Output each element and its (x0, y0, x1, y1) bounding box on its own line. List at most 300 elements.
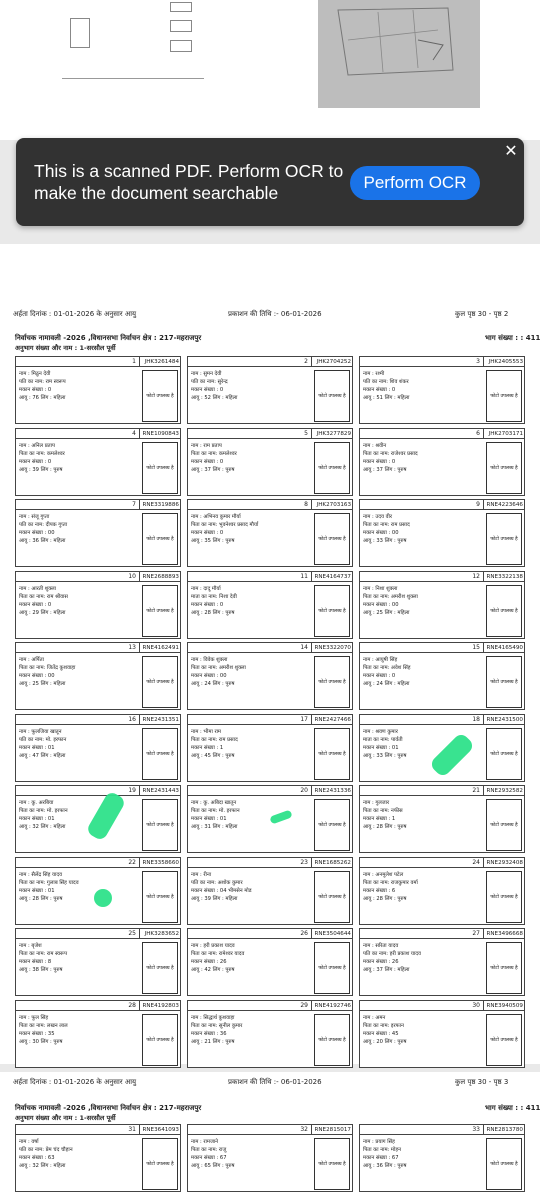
voter-detail-line: माता का नाम: निशा देवी (191, 593, 237, 600)
voter-detail-line: आयु : 28 लिंग : पुरुष (19, 895, 63, 902)
photo-box: फोटो उपलब्ध है (142, 370, 178, 422)
voter-details (191, 871, 311, 903)
voter-detail-line: आयु : 24 लिंग : महिला (363, 681, 410, 687)
voter-card (187, 499, 353, 567)
voter-detail-line: मकान संख्या : 6 (363, 887, 396, 894)
voter-detail-line: पिता का नाम: राम स्वरूप (19, 951, 68, 957)
serial-number: 7 (16, 500, 140, 510)
photo-box: फोटो उपलब्ध है (314, 871, 350, 923)
voter-detail-line: मकान संख्या : 1 (363, 816, 396, 822)
voter-details (19, 656, 139, 688)
voter-details (363, 1014, 483, 1046)
voter-detail-line: आयु : 28 लिंग : पुरुष (363, 895, 407, 902)
voter-detail-line: आयु : 42 लिंग : पुरुष (191, 967, 235, 973)
voter-card (15, 428, 181, 496)
voter-detail-line: मकान संख्या : 63 (19, 1155, 55, 1161)
voter-detail-line: पिता का नाम: अवेश सिंह (363, 665, 411, 671)
epic-number: RNE2431443 (140, 786, 181, 796)
voter-card (15, 356, 181, 424)
serial-number: 16 (16, 715, 140, 725)
voter-detail-line: नाम : आयुषी सिंह (363, 657, 398, 663)
voter-card (359, 571, 525, 639)
voter-card (15, 928, 181, 996)
voter-detail-line: आयु : 35 लिंग : पुरुष (191, 538, 235, 544)
photo-box: फोटो उपलब्ध है (486, 942, 522, 994)
voter-card (187, 1000, 353, 1068)
voter-detail-line: आयु : 32 लिंग : महिला (19, 1163, 66, 1169)
epic-number: RNE2431500 (484, 715, 525, 725)
voter-detail-line: पति का नाम: मो. इरफान (19, 736, 67, 743)
voter-detail-line: नाम : फूलजिया खातून (19, 728, 62, 735)
voter-detail-line: मकान संख्या : 45 (363, 1030, 399, 1037)
photo-box: फोटो उपलब्ध है (314, 585, 350, 637)
serial-number: 2 (188, 357, 312, 367)
photo-box: फोटो उपलब्ध है (486, 370, 522, 422)
voter-detail-line: नाम : भीमा राम (191, 728, 222, 735)
voter-detail-line: नाम : गुलजार (363, 800, 390, 806)
voter-detail-line: नाम : सैलेंद्र सिंह यादव (19, 871, 63, 878)
voter-detail-line: पति का नाम: शिव शंकर (363, 379, 409, 385)
voter-details (19, 370, 139, 402)
epic-number: JHK2405553 (484, 357, 525, 367)
epic-number: RNE2427466 (312, 715, 353, 725)
voter-detail-line: मकान संख्या : 00 (191, 673, 227, 679)
voter-detail-line: मकान संख्या : 67 (191, 1155, 227, 1161)
voter-detail-line: नाम : संजू गुप्ता (19, 514, 50, 520)
voter-detail-line: पिता का नाम: कमलेश्वर (191, 450, 237, 457)
photo-box: फोटो उपलब्ध है (142, 1014, 178, 1066)
voter-detail-line: पिता का नाम: मोहन (363, 1147, 402, 1153)
voter-detail-line: नाम : विवेक शुक्ला (191, 657, 228, 663)
photo-box: फोटो उपलब्ध है (142, 942, 178, 994)
voter-detail-line: पिता का नाम: भुवनेश्वर प्रसाद मौर्या (191, 522, 259, 528)
photo-box: फोटो उपलब्ध है (314, 1014, 350, 1066)
epic-number: JHK2704252 (312, 357, 353, 367)
voter-detail-line: नाम : रश्मी (363, 371, 385, 377)
voter-card (359, 428, 525, 496)
voter-detail-line: मकान संख्या : 0 (363, 387, 396, 393)
voter-details (363, 871, 483, 903)
voter-details (191, 1014, 311, 1046)
serial-number: 33 (360, 1125, 484, 1135)
serial-number: 19 (16, 786, 140, 796)
voter-detail-line: नाम : अर्पिता (19, 657, 44, 663)
epic-number: RNE4192746 (312, 1001, 353, 1011)
voter-detail-line: आयु : 24 लिंग : पुरुष (191, 681, 235, 687)
part-number: भाग संख्या : : 411 (485, 334, 540, 342)
voter-detail-line: नाम : श्रवण कुमार (363, 728, 398, 735)
age-reference: अर्हता दिनांक : 01-01-2026 के अनुसार आयु (13, 310, 137, 318)
photo-box: फोटो उपलब्ध है (314, 799, 350, 851)
epic-number: JHK3277829 (312, 429, 353, 439)
voter-detail-line: मकान संख्या : 0 (191, 458, 224, 465)
voter-detail-line: आयु : 51 लिंग : महिला (363, 395, 410, 401)
serial-number: 12 (360, 572, 484, 582)
voter-card (187, 428, 353, 496)
epic-number: RNE2815017 (312, 1125, 353, 1135)
voter-detail-line: मकान संख्या : 01 (19, 887, 55, 894)
photo-box: फोटो उपलब्ध है (486, 442, 522, 494)
epic-number: RNE4223646 (484, 500, 525, 510)
voter-card (359, 785, 525, 853)
voter-detail-line: पिता का नाम: गुलाब सिंह यादव (19, 879, 79, 886)
voter-detail-line: पिता का नाम: इरफान (363, 1022, 404, 1029)
serial-number: 4 (16, 429, 140, 439)
voter-detail-line: आयु : 45 लिंग : पुरुष (191, 752, 235, 759)
serial-number: 29 (188, 1001, 312, 1011)
epic-number: RNE4164737 (312, 572, 353, 582)
serial-number: 23 (188, 858, 312, 868)
serial-number: 27 (360, 929, 484, 939)
voter-detail-line: पिता का नाम: अमरीश शुक्ला (363, 593, 418, 600)
voter-detail-line: नाम : रीना (191, 871, 212, 878)
voter-detail-line: नाम : सरिता यादव (363, 943, 399, 949)
voter-detail-line: मकान संख्या : 0 (363, 673, 396, 679)
voter-detail-line: नाम : आरती शुक्ला (19, 585, 56, 592)
publish-date: प्रकाशन की तिथि :- 06-01-2026 (228, 1078, 322, 1086)
voter-detail-line: मकान संख्या : 36 (191, 1030, 227, 1037)
epic-number: RNE1685262 (312, 858, 353, 868)
voter-detail-line: आयु : 21 लिंग : पुरुष (191, 1038, 235, 1045)
serial-number: 11 (188, 572, 312, 582)
voter-card (187, 1124, 353, 1192)
voter-card (187, 857, 353, 925)
roll-title (15, 334, 540, 343)
voter-detail-line: मकान संख्या : 01 (191, 816, 227, 822)
voter-details (191, 1138, 311, 1170)
voter-details (19, 585, 139, 617)
voter-detail-line: आयु : 47 लिंग : महिला (19, 752, 66, 759)
voter-detail-line: मकान संख्या : 0 (191, 601, 224, 608)
voter-detail-line: नाम : रामजाने (191, 1139, 219, 1145)
age-reference: अर्हता दिनांक : 01-01-2026 के अनुसार आयु (13, 1078, 137, 1086)
serial-number: 1 (16, 357, 140, 367)
serial-number: 5 (188, 429, 312, 439)
photo-box: फोटो उपलब्ध है (142, 871, 178, 923)
voter-card (359, 642, 525, 710)
voter-card (359, 857, 525, 925)
serial-number: 9 (360, 500, 484, 510)
voter-card (187, 642, 353, 710)
epic-number: JHK2703163 (312, 500, 353, 510)
epic-number: RNE3504644 (312, 929, 353, 939)
photo-box: फोटो उपलब्ध है (314, 656, 350, 708)
serial-number: 22 (16, 858, 140, 868)
voter-detail-line: पिता का नाम: राजकुमार वर्मा (363, 879, 418, 886)
photo-box: फोटो उपलब्ध है (142, 799, 178, 851)
voter-detail-line: नाम : प्रयाग सिंह (363, 1139, 395, 1145)
epic-number: RNE3940509 (484, 1001, 525, 1011)
photo-box: फोटो उपलब्ध है (142, 1138, 178, 1190)
serial-number: 15 (360, 643, 484, 653)
voter-detail-line: पिता का नाम: राम प्रसाद (191, 736, 238, 743)
epic-number: RNE2688893 (140, 572, 181, 582)
serial-number: 32 (188, 1125, 312, 1135)
voter-detail-line: नाम : हरी प्रकाश यादव (191, 943, 235, 949)
voter-details (191, 799, 311, 831)
voter-detail-line: आयु : 37 लिंग : पुरुष (363, 466, 407, 473)
epic-number: RNE3319886 (140, 500, 181, 510)
epic-number: JHK3261484 (140, 357, 181, 367)
voter-detail-line: मकान संख्या : 0 (363, 458, 396, 465)
ocr-banner (16, 138, 524, 226)
previous-page-bottom (0, 0, 540, 140)
voter-detail-line: आयु : 38 लिंग : पुरुष (19, 967, 63, 973)
epic-number: RNE4165490 (484, 643, 525, 653)
epic-number: RNE1090843 (140, 429, 181, 439)
photo-box: फोटो उपलब्ध है (142, 728, 178, 780)
voter-card (187, 571, 353, 639)
voter-detail-line: नाम : अभिनव कुमार मौर्या (191, 514, 241, 520)
page-running-header (0, 310, 540, 324)
voter-details (191, 370, 311, 402)
voter-detail-line: आयु : 33 लिंग : पुरुष (363, 538, 407, 544)
voter-detail-line: मकान संख्या : 1 (191, 744, 224, 751)
voter-card (15, 1000, 181, 1068)
photo-box: फोटो उपलब्ध है (486, 871, 522, 923)
photo-box: फोटो उपलब्ध है (314, 728, 350, 780)
voter-detail-line: मकान संख्या : 26 (363, 959, 399, 965)
photo-box: फोटो उपलब्ध है (486, 1014, 522, 1066)
voter-card (187, 928, 353, 996)
voter-detail-line: नाम : वर्षा (19, 1139, 39, 1145)
voter-detail-line: आयु : 31 लिंग : महिला (191, 824, 238, 830)
voter-detail-line: पिता का नाम: जितेंद्र कुशवाहा (19, 665, 76, 671)
voter-detail-line: मकान संख्या : 01 (19, 816, 55, 822)
voter-detail-line: आयु : 20 लिंग : पुरुष (363, 1038, 407, 1045)
voter-details (19, 442, 139, 474)
voter-card (359, 928, 525, 996)
voter-details (191, 442, 311, 474)
voter-detail-line: आयु : 32 लिंग : महिला (19, 824, 66, 830)
page-running-header (0, 1078, 540, 1092)
voter-detail-line: पति का नाम: सुरेन्द्र (191, 379, 228, 385)
voter-card (15, 499, 181, 567)
voter-detail-line: पिता का नाम: राम प्रसाद (363, 522, 410, 528)
epic-number: JHK2703171 (484, 429, 525, 439)
voter-detail-line: पिता का नाम: सुनील कुमार (191, 1022, 243, 1029)
voter-detail-line: आयु : 39 लिंग : महिला (191, 895, 238, 902)
page-count: कुल पृष्ठ 30 - पृष्ठ 2 (455, 310, 509, 318)
voter-detail-line: नाम : अनिल प्रताप (19, 442, 55, 449)
section-name: अनुभाग संख्या और नाम : 1-सरसौल पूर्वी (15, 1114, 116, 1122)
highlight-mark (94, 889, 112, 907)
voter-detail-line: आयु : 65 लिंग : पुरुष (191, 1163, 235, 1169)
voter-detail-line: पिता का नाम: राम श्रीवास (19, 593, 68, 600)
voter-detail-line: मकान संख्या : 35 (19, 1030, 55, 1037)
photo-box: फोटो उपलब्ध है (486, 656, 522, 708)
voter-detail-line: आयु : 36 लिंग : महिला (19, 538, 66, 544)
voter-detail-line: पति का नाम: अशोक कुमार (191, 879, 243, 886)
page-2 (0, 244, 540, 1064)
epic-number: RNE2932582 (484, 786, 525, 796)
photo-box: फोटो उपलब्ध है (314, 442, 350, 494)
roll-title-text: निर्वाचक नामावली -2026 ,विधानसभा निर्वाचन क्षेत्र : 217-महराजपुर (15, 1104, 202, 1112)
voter-detail-line: आयु : 28 लिंग : पुरुष (363, 824, 407, 830)
voter-details (363, 585, 483, 617)
publish-date: प्रकाशन की तिथि :- 06-01-2026 (228, 310, 322, 318)
serial-number: 31 (16, 1125, 140, 1135)
close-icon[interactable]: ✕ (504, 141, 518, 160)
serial-number: 13 (16, 643, 140, 653)
voter-detail-line: नाम : सिद्धार्थ कुशवाहा (191, 1014, 235, 1021)
voter-detail-line: मकान संख्या : 00 (19, 673, 55, 679)
photo-box: फोटो उपलब्ध है (314, 1138, 350, 1190)
photo-box: फोटो उपलब्ध है (314, 942, 350, 994)
photo-box: फोटो उपलब्ध है (486, 799, 522, 851)
photo-box: फोटो उपलब्ध है (142, 656, 178, 708)
serial-number: 30 (360, 1001, 484, 1011)
epic-number: RNE2431351 (140, 715, 181, 725)
voter-detail-line: मकान संख्या : 04 भीमसेन मोड (191, 887, 252, 894)
voter-detail-line: आयु : 30 लिंग : पुरुष (19, 1038, 63, 1045)
photo-box: फोटो उपलब्ध है (314, 513, 350, 565)
voter-detail-line: नाम : सुमन देवी (191, 371, 222, 377)
voter-detail-line: पिता का नाम: मो. इरफान (191, 808, 240, 814)
epic-number: RNE3496668 (484, 929, 525, 939)
serial-number: 26 (188, 929, 312, 939)
photo-box: फोटो उपलब्ध है (486, 1138, 522, 1190)
voter-detail-line: आयु : 33 लिंग : पुरुष (363, 752, 407, 759)
voter-card (15, 714, 181, 782)
photo-box: फोटो उपलब्ध है (486, 513, 522, 565)
voter-detail-line: आयु : 29 लिंग : महिला (19, 609, 66, 616)
voter-detail-line: पति का नाम: हरी प्रकाश यादव (363, 951, 421, 957)
voter-detail-line: आयु : 28 लिंग : पुरुष (191, 609, 235, 616)
voter-details (363, 799, 483, 831)
voter-details (19, 1138, 139, 1170)
voter-card (15, 1124, 181, 1192)
photo-box: फोटो उपलब्ध है (142, 585, 178, 637)
voter-detail-line: नाम : उदय वीर (363, 514, 392, 520)
voter-detail-line: आयु : 76 लिंग : महिला (19, 395, 66, 401)
voter-detail-line: पिता का नाम: कमलेश्वर (19, 450, 65, 457)
epic-number: RNE2431336 (312, 786, 353, 796)
voter-details (363, 1138, 483, 1170)
voter-detail-line: आयु : 25 लिंग : महिला (363, 609, 410, 616)
voter-details (191, 728, 311, 760)
section-name: अनुभाग संख्या और नाम : 1-सरसौल पूर्वी (15, 344, 116, 352)
serial-number: 18 (360, 715, 484, 725)
voter-detail-line: मकान संख्या : 01 (363, 744, 399, 751)
voter-details (363, 656, 483, 688)
voter-detail-line: पति का नाम: दीपक गुप्ता (19, 522, 68, 528)
voter-detail-line: मकान संख्या : 00 (363, 530, 399, 536)
voter-detail-line: नाम : अनमुलेश पटेल (363, 871, 404, 878)
voter-detail-line: पति का नाम: राम स्वरूप (19, 379, 66, 385)
epic-number: RNE4162491 (140, 643, 181, 653)
serial-number: 20 (188, 786, 312, 796)
voter-detail-line: आयु : 25 लिंग : महिला (19, 681, 66, 687)
voter-detail-line: पिता का नाम: मो. इरफान (19, 808, 68, 814)
voter-detail-line: मकान संख्या : 8 (19, 959, 52, 965)
voter-detail-line: आयु : 39 लिंग : पुरुष (19, 466, 63, 473)
epic-number: JHK3283652 (140, 929, 181, 939)
voter-detail-line: नाम : अमन (363, 1014, 386, 1021)
voter-detail-line: आयु : 52 लिंग : महिला (191, 395, 238, 401)
voter-details (19, 1014, 139, 1046)
voter-details (363, 370, 483, 402)
voter-detail-line: मकान संख्या : 0 (191, 387, 224, 393)
voter-card (359, 356, 525, 424)
voter-detail-line: पिता का नाम: अमरीश शुक्ला (191, 665, 246, 671)
voter-detail-line: पिता का नाम: नफीस (363, 808, 403, 814)
voter-detail-line: मकान संख्या : 0 (19, 601, 52, 608)
epic-number: RNE3641093 (140, 1125, 181, 1135)
voter-detail-line: माता का नाम: पार्वती (363, 736, 403, 743)
voter-detail-line: नाम : कु. अबिदा खातून (191, 800, 237, 806)
voter-detail-line: नाम : बृजेश (19, 943, 42, 949)
epic-number: RNE2813780 (484, 1125, 525, 1135)
epic-number: RNE4192803 (140, 1001, 181, 1011)
serial-number: 24 (360, 858, 484, 868)
voter-detail-line: नाम : श्रवीन (363, 442, 387, 449)
voter-details (19, 871, 139, 903)
photo-box: फोटो उपलब्ध है (486, 728, 522, 780)
voter-detail-line: आयु : 36 लिंग : पुरुष (363, 1163, 407, 1169)
voter-details (19, 728, 139, 760)
voter-detail-line: नाम : निशा शुक्ला (363, 585, 398, 592)
serial-number: 10 (16, 572, 140, 582)
roll-title-text: निर्वाचक नामावली -2026 ,विधानसभा निर्वाचन क्षेत्र : 217-महराजपुर (15, 334, 202, 342)
photo-box: फोटो उपलब्ध है (142, 513, 178, 565)
voter-detail-line: नाम : फूल सिंह (19, 1014, 49, 1021)
voter-detail-line: मकान संख्या : 0 (191, 530, 224, 536)
serial-number: 25 (16, 929, 140, 939)
voter-detail-line: मकान संख्या : 00 (363, 601, 399, 608)
voter-details (191, 942, 311, 974)
voter-details (191, 656, 311, 688)
voter-detail-line: मकान संख्या : 26 (191, 959, 227, 965)
voter-card (187, 356, 353, 424)
voter-detail-line: मकान संख्या : 0 (19, 387, 52, 393)
page-3 (0, 1072, 540, 1200)
voter-detail-line: नाम : दादू मौर्या (191, 585, 221, 592)
voter-detail-line: आयु : 37 लिंग : पुरुष (191, 466, 235, 473)
voter-detail-line: नाम : मिठुन देवी (19, 371, 51, 377)
voter-detail-line: पिता का नाम: राजेश्वर प्रसाद (363, 450, 418, 457)
voter-detail-line: पिता का नाम: रामेश्वर यादव (191, 951, 245, 957)
serial-number: 21 (360, 786, 484, 796)
voter-detail-line: मकान संख्या : 0 (19, 458, 52, 465)
photo-box: फोटो उपलब्ध है (314, 370, 350, 422)
voter-details (191, 585, 311, 617)
serial-number: 14 (188, 643, 312, 653)
voter-details (363, 442, 483, 474)
ocr-banner-message: This is a scanned PDF. Perform OCR to make the document searchable (34, 161, 344, 203)
photo-box: फोटो उपलब्ध है (142, 442, 178, 494)
epic-number: RNE3322138 (484, 572, 525, 582)
serial-number: 3 (360, 357, 484, 367)
voter-card (15, 642, 181, 710)
serial-number: 6 (360, 429, 484, 439)
roll-title (15, 1104, 540, 1113)
map-sketch-right (318, 0, 480, 108)
voter-details (19, 942, 139, 974)
perform-ocr-button[interactable]: Perform OCR (350, 166, 480, 200)
serial-number: 17 (188, 715, 312, 725)
voter-detail-line: पिता का नाम: लखन लाल (19, 1022, 68, 1029)
serial-number: 28 (16, 1001, 140, 1011)
serial-number: 8 (188, 500, 312, 510)
voter-detail-line: नाम : कु. अरबिया (19, 800, 54, 806)
voter-details (363, 942, 483, 974)
voter-detail-line: मकान संख्या : 00 (19, 530, 55, 536)
voter-card (359, 1124, 525, 1192)
voter-detail-line: पति का नाम: प्रेम चंद चौहान (19, 1147, 73, 1153)
epic-number: RNE2932408 (484, 858, 525, 868)
page-count: कुल पृष्ठ 30 - पृष्ठ 3 (455, 1078, 509, 1086)
